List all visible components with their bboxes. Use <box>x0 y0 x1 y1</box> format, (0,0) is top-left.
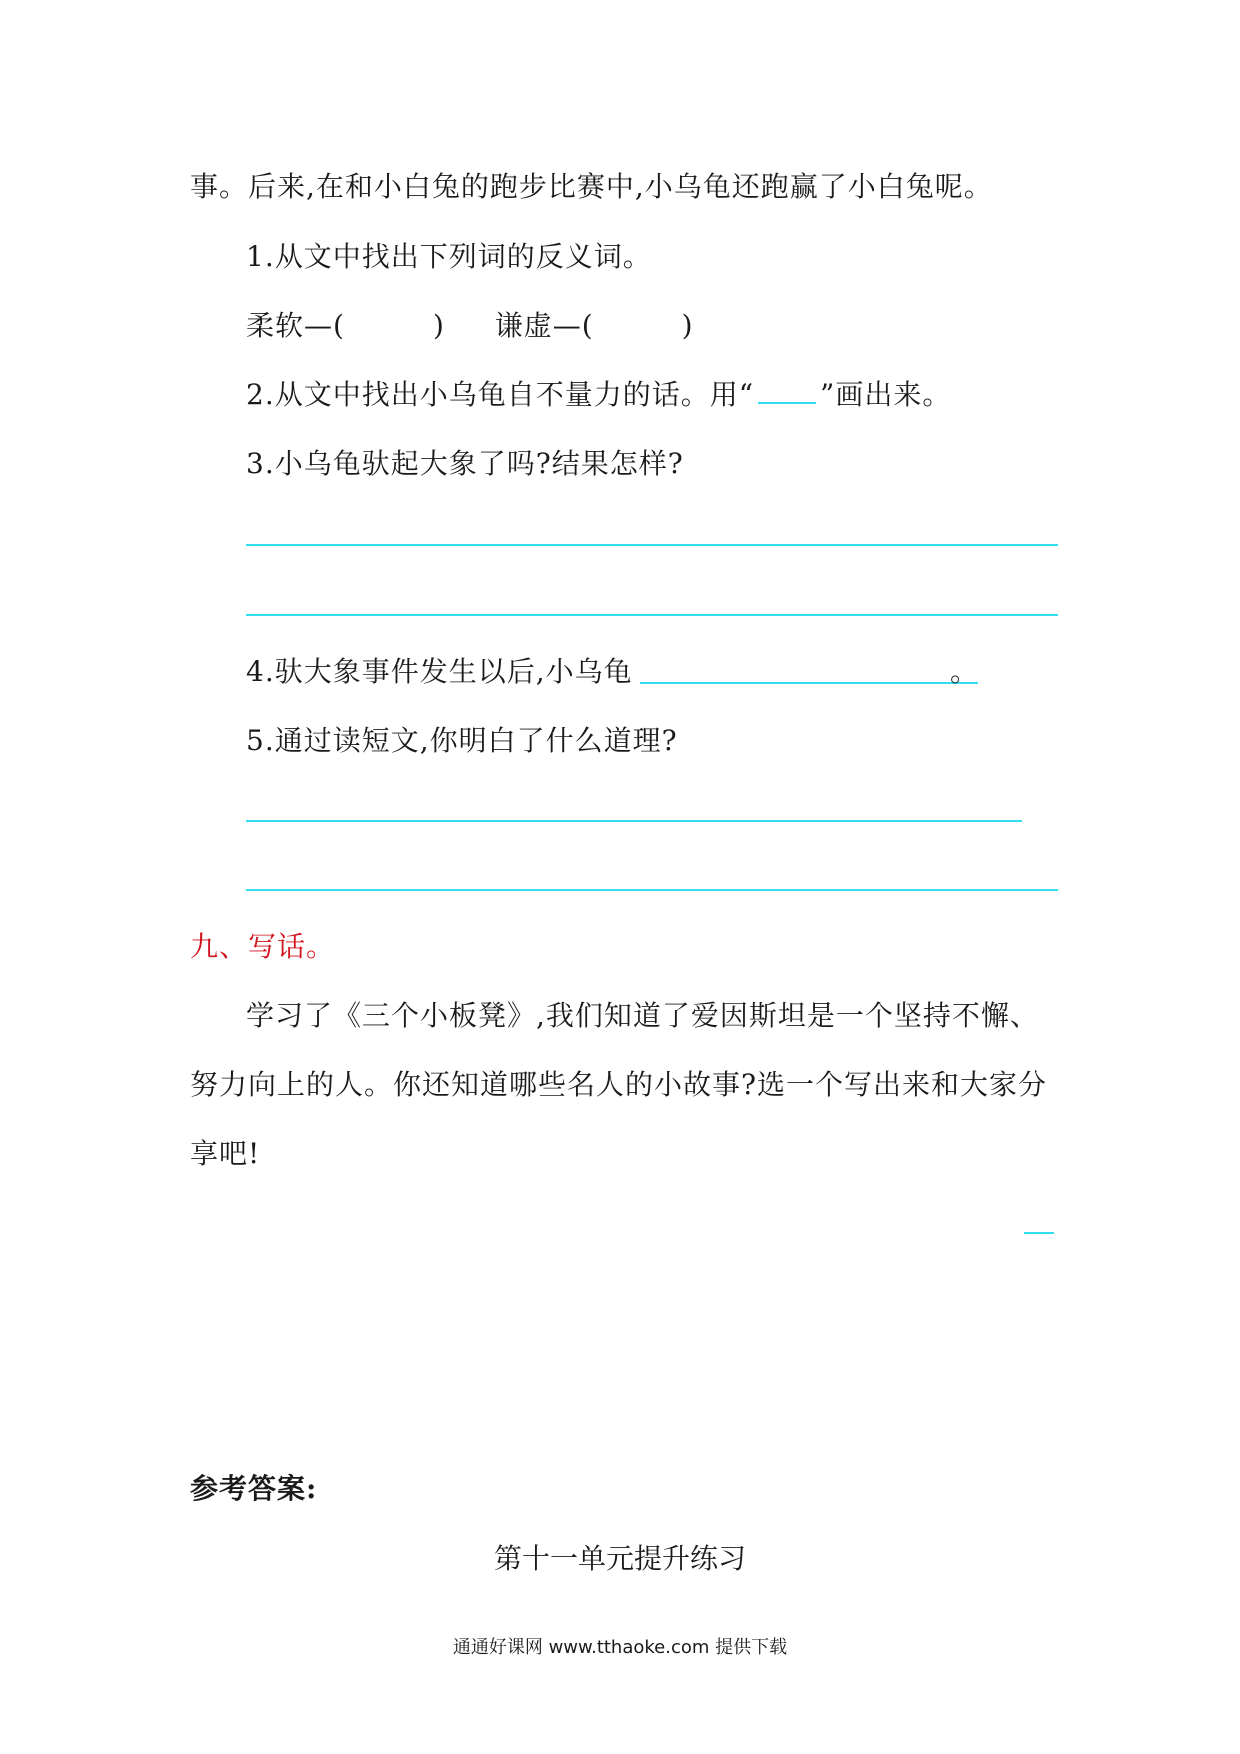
question-2-prompt-end: ”画出来。 <box>820 378 952 411</box>
answer-line-q3-1[interactable] <box>246 544 1058 546</box>
section-9-heading: 九、写话。 <box>190 930 336 963</box>
answers-heading: 参考答案: <box>190 1472 318 1505</box>
antonym-item-1-close: ) <box>432 309 445 342</box>
antonym-item-1-word: 柔软—( <box>246 309 345 342</box>
section-9-para-line-1: 学习了《三个小板凳》,我们知道了爱因斯坦是一个坚持不懈、 <box>246 999 1039 1032</box>
answers-unit-title: 第十一单元提升练习 <box>493 1542 746 1575</box>
passage-last-line: 事。后来,在和小白兔的跑步比赛中,小乌龟还跑赢了小白兔呢。 <box>190 170 993 203</box>
question-5-prompt: 5.通过读短文,你明白了什么道理? <box>246 724 678 757</box>
question-2-prompt-start: 2.从文中找出小乌龟自不量力的话。用“ <box>246 378 755 411</box>
antonym-item-2-close: ) <box>681 309 694 342</box>
footer-watermark: 通通好课网 www.tthaoke.com 提供下载 <box>452 1637 788 1658</box>
question-4-end-mark: 。 <box>950 655 980 688</box>
writing-line-stub[interactable] <box>1024 1232 1054 1234</box>
question-1-prompt: 1.从文中找出下列词的反义词。 <box>246 240 652 273</box>
underline-sample <box>758 376 816 404</box>
question-3-prompt: 3.小乌龟驮起大象了吗?结果怎样? <box>246 447 684 480</box>
section-9-para-line-2: 努力向上的人。你还知道哪些名人的小故事?选一个写出来和大家分 <box>190 1068 1048 1101</box>
question-2-prompt <box>246 375 951 415</box>
answer-line-q4[interactable] <box>640 682 978 684</box>
answer-line-q3-2[interactable] <box>246 614 1058 616</box>
section-9-para-line-3: 享吧! <box>190 1137 261 1170</box>
answer-line-q5-1[interactable] <box>246 820 1022 822</box>
antonym-item-2-word: 谦虚—( <box>494 309 594 342</box>
question-1-items <box>246 306 694 346</box>
question-4-prompt: 4.驮大象事件发生以后,小乌龟 <box>246 655 633 688</box>
answer-line-q5-2[interactable] <box>246 889 1058 891</box>
